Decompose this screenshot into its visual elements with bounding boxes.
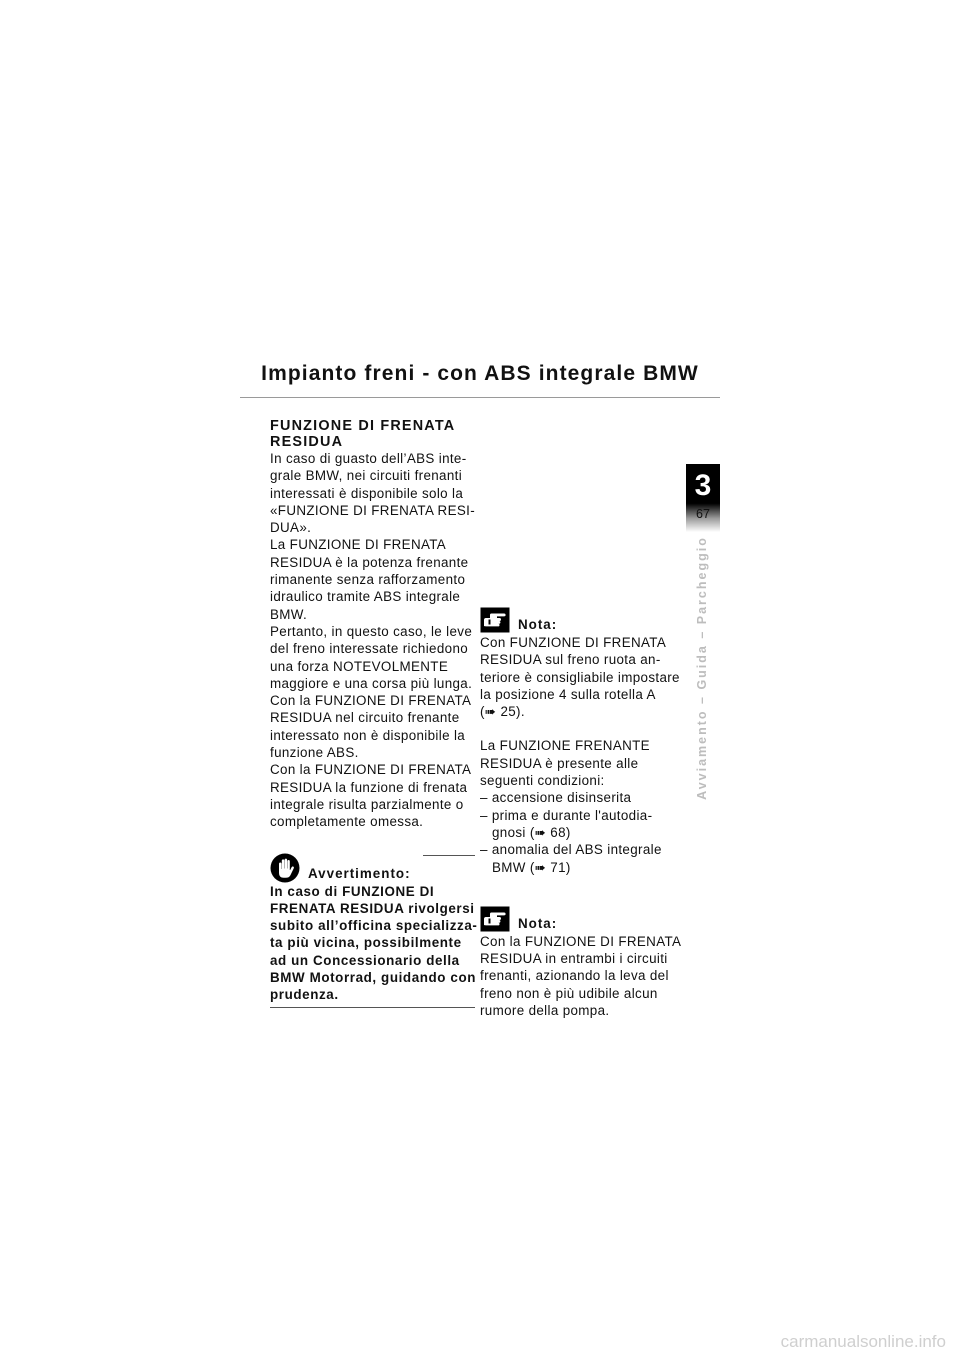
warning-header [270, 849, 475, 883]
body-line: Con la FUNZIONE DI FRENATA [270, 762, 472, 778]
spacer [480, 720, 685, 737]
conditions-list [480, 789, 685, 875]
paragraph-line: RESIDUA è presente alle [480, 755, 639, 771]
conditions-paragraph [480, 737, 685, 789]
note-line: freno non è più udibile alcun [480, 985, 658, 1001]
list-item: – prima e durante l'autodia- [480, 807, 653, 823]
body-line: rimanente senza rafforzamento [270, 572, 466, 588]
body-line: completamente omessa. [270, 814, 424, 830]
paragraph-line: seguenti condizioni: [480, 773, 605, 789]
warning-box [270, 849, 478, 1008]
body-line: RESIDUA la funzione di frenata [270, 779, 468, 795]
body-line: maggiore e una corsa più lunga. [270, 675, 473, 691]
note-line: teriore è consigliabile impostare [480, 669, 680, 685]
body-line: funzione ABS. [270, 745, 359, 761]
chapter-number: 3 [694, 469, 712, 502]
warning-line: ta più vicina, possibilmente [270, 935, 462, 951]
warning-line: prudenza. [270, 987, 339, 1003]
section-body [270, 450, 475, 831]
note-text [480, 634, 685, 720]
note-line: RESIDUA sul freno ruota an- [480, 652, 661, 668]
heading-line: RESIDUA [270, 434, 344, 450]
page-number: 67 [696, 507, 710, 521]
body-line: interessati è disponibile solo la [270, 485, 464, 501]
body-line: idraulico tramite ABS integrale [270, 589, 461, 605]
paragraph-line: La FUNZIONE FRENANTE [480, 738, 650, 754]
warning-line: FRENATA RESIDUA rivolgersi [270, 900, 475, 916]
page-title: Impianto freni - con ABS integrale BMW [261, 362, 699, 385]
warning-text [270, 883, 478, 1004]
body-line: DUA». [270, 520, 312, 536]
body-line: Con la FUNZIONE DI FRENATA [270, 693, 472, 709]
note-box [480, 603, 685, 720]
note-header [480, 603, 685, 633]
footer-watermark: carmanualsonline.info [780, 1332, 946, 1351]
section-side-label-text: Avviamento – Guida – Parcheggio [695, 536, 709, 800]
list-item: – accensione disinserita [480, 790, 632, 806]
stop-hand-icon [270, 853, 300, 883]
note-label: Nota: [518, 915, 558, 931]
body-line: La FUNZIONE DI FRENATA [270, 537, 447, 553]
title-divider [240, 397, 720, 398]
warning-line: ad un Concessionario della [270, 952, 460, 968]
body-line: In caso di guasto dell’ABS inte- [270, 451, 467, 466]
note-line: rumore della pompa. [480, 1003, 610, 1019]
chapter-tab [686, 464, 720, 532]
note-header [480, 902, 685, 932]
heading-line: FUNZIONE DI FRENATA [270, 418, 456, 434]
note-label: Nota: [518, 616, 558, 632]
body-line: «FUNZIONE DI FRENATA RESI- [270, 502, 476, 518]
warning-bottom-rule [270, 1007, 475, 1008]
list-item-continuation: BMW (➠ 71) [492, 859, 571, 875]
pointing-hand-icon [480, 607, 510, 633]
warning-top-rule [423, 855, 475, 856]
body-line: interessato non è disponibile la [270, 727, 466, 743]
pointing-hand-icon [480, 906, 510, 932]
note-line: Con la FUNZIONE DI FRENATA [480, 933, 682, 949]
note-line: RESIDUA in entrambi i circuiti [480, 951, 668, 967]
left-column [270, 418, 478, 1008]
list-item: – anomalia del ABS integrale [480, 842, 662, 858]
note-line: la posizione 4 sulla rotella A [480, 686, 656, 702]
warning-line: In caso di FUNZIONE DI [270, 883, 435, 899]
note-text [480, 933, 685, 1019]
body-line: grale BMW, nei circuiti frenanti [270, 468, 463, 484]
body-line: RESIDUA è la potenza frenante [270, 554, 469, 570]
note-line: (➠ 25). [480, 704, 525, 720]
right-column [480, 603, 685, 1019]
body-line: BMW. [270, 606, 308, 622]
body-line: RESIDUA nel circuito frenante [270, 710, 460, 726]
warning-line: BMW Motorrad, guidando con [270, 970, 477, 986]
warning-label: Avvertimento: [308, 866, 411, 882]
body-line: Pertanto, in questo caso, le leve [270, 623, 473, 639]
list-item-continuation: gnosi (➠ 68) [492, 824, 571, 840]
body-line: del freno interessate richiedono [270, 641, 469, 657]
note-box [480, 902, 685, 1019]
note-line: frenanti, azionando la leva del [480, 968, 669, 984]
body-line: integrale risulta parzialmente o [270, 796, 464, 812]
body-line: una forza NOTEVOLMENTE [270, 658, 449, 674]
warning-line: subito all’officina specializza- [270, 918, 478, 934]
section-heading [270, 418, 475, 450]
note-line: Con FUNZIONE DI FRENATA [480, 635, 667, 650]
